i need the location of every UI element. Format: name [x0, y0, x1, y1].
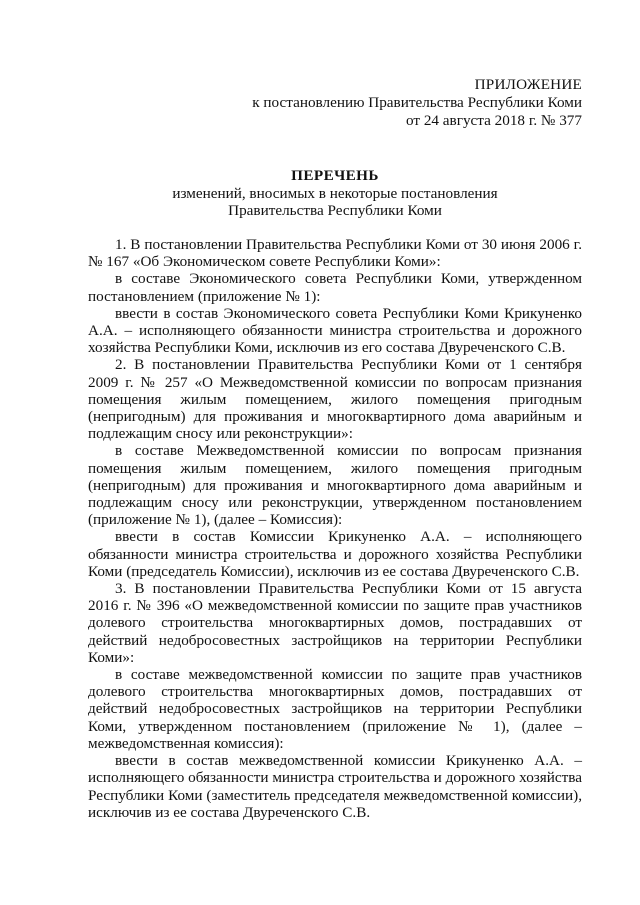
- paragraph-4: 2. В постановлении Правительства Республики Коми от 1 сентября 2009 г. № 257 «О Межведомственной комиссии по вопросам признания помещения жилым помещением, жилого помещения пригодным (непригодным) для проживания и многоквартирного дома аварийным и подлежащим сносу или реконструкции»:: [88, 356, 582, 443]
- paragraph-5: в составе Межведомственной комиссии по вопросам признания помещения жилым помещением, жилого помещения пригодным (непригодным) для проживания и многоквартирного дома аварийным и подлежащим сносу или реконструкции, утвержденном постановлением (приложение № 1), (далее – Комиссия):: [88, 442, 582, 529]
- document-title: ПЕРЕЧЕНЬ: [291, 167, 379, 184]
- paragraph-1: 1. В постановлении Правительства Республики Коми от 30 июня 2006 г. № 167 «Об Экономическом совете Республики Коми»:: [88, 236, 582, 271]
- paragraph-8: в составе межведомственной комиссии по защите прав участников долевого строительства многоквартирных домов, пострадавших от действий недобросовестных застройщиков на территории Республики Коми, утвержденном постановлением (приложение № 1), (далее – межведомственная комиссия):: [88, 666, 582, 752]
- appendix-header: [88, 76, 582, 130]
- appendix-label: ПРИЛОЖЕНИЕ: [474, 76, 582, 93]
- paragraph-6: ввести в состав Комиссии Крикуненко А.А. – исполняющего обязанности министра строительства и дорожного хозяйства Республики Коми (председатель Комиссии), исключив из ее состава Двуреченского С.В.: [88, 528, 582, 580]
- paragraph-2: в составе Экономического совета Республики Коми, утвержденном постановлением (приложение № 1):: [88, 270, 582, 305]
- paragraph-3: ввести в состав Экономического совета Республики Коми Крикуненко А.А. – исполняющего обязанности министра строительства и дорожного хозяйства Республики Коми, исключив из его состава Двуреченского С.В.: [88, 304, 582, 357]
- document-title-block: [88, 167, 582, 219]
- document-body: [88, 236, 582, 821]
- appendix-resolution-ref: к постановлению Правительства Республики Коми: [252, 94, 582, 111]
- paragraph-7: 3. В постановлении Правительства Республики Коми от 15 августа 2016 г. № 396 «О межведомственной комиссии по защите прав участников долевого строительства многоквартирных домов, пострадавших от действий недобросовестных застройщиков на территории Республики Коми»:: [88, 580, 582, 666]
- document-subtitle-line-2: Правительства Республики Коми: [228, 202, 442, 219]
- paragraph-9: ввести в состав межведомственной комиссии Крикуненко А.А. – исполняющего обязанности министра строительства и дорожного хозяйства Республики Коми (заместитель председателя межведомственной комиссии), исключив из ее состава Двуреченского С.В.: [88, 752, 582, 821]
- appendix-date-number: от 24 августа 2018 г. № 377: [406, 112, 582, 129]
- document-subtitle-line-1: изменений, вносимых в некоторые постановления: [172, 185, 498, 202]
